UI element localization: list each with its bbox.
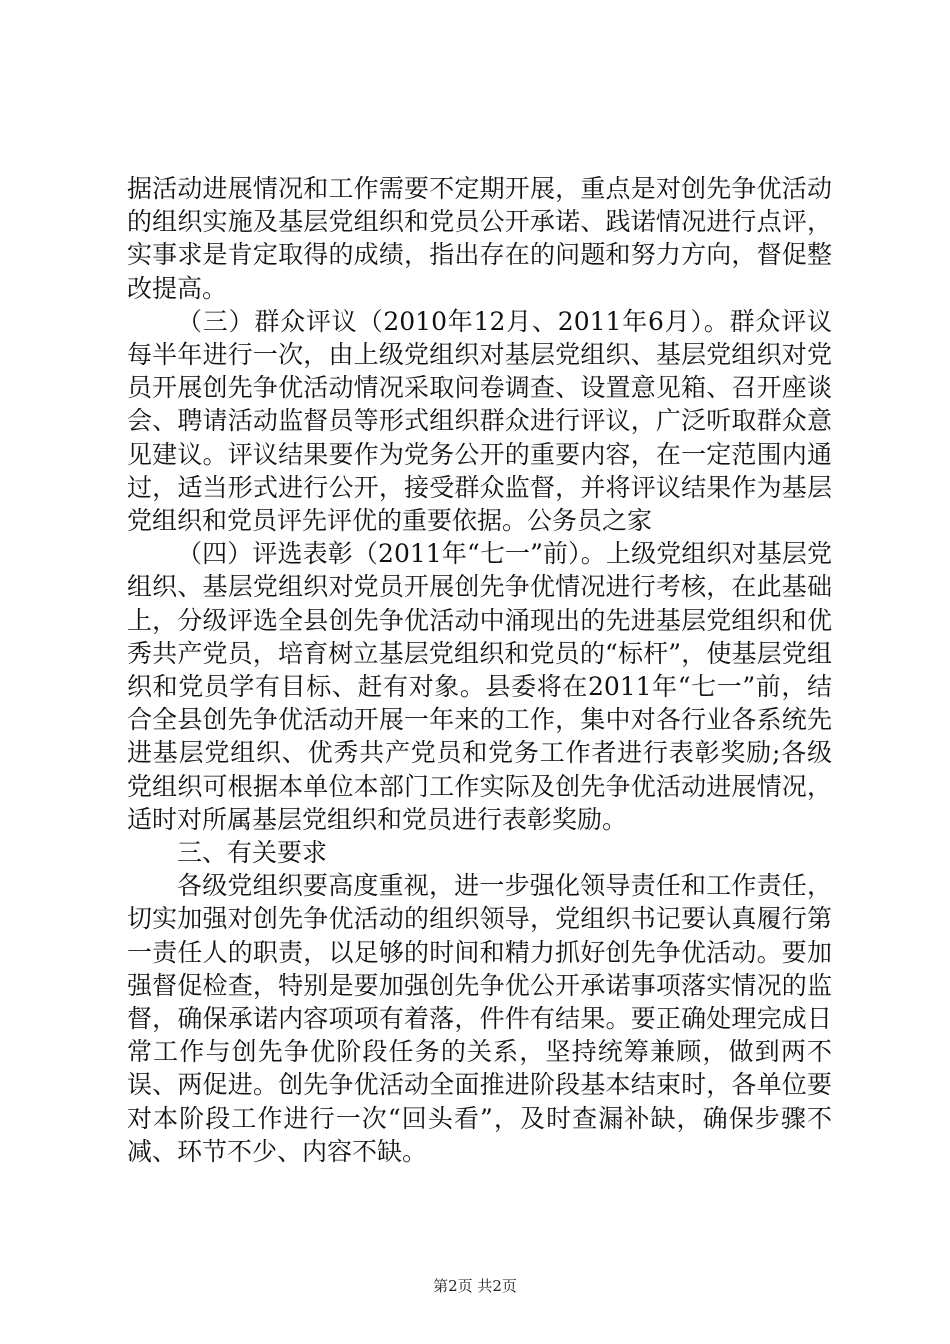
paragraph-selection-commendation: （四）评选表彰（2011年“七一”前）。上级党组织对基层党组织、基层党组织对党员开展创先争优情况进行考核，在此基础上，分级评选全县创先争优活动中涌现出的先进基层党组织和优秀共产党员，培育树立基层党组织和党员的“标杆”，使基层党组织和党员学有目标、赶有对象。县委将在2011年“七一”前，结合全县创先争优活动开展一年来的工作，集中对各行业各系统先进基层党组织、优秀共产党员和党务工作者进行表彰奖励;各级党组织可根据本单位本部门工作实际及创先争优活动进展情况，适时对所属基层党组织和党员进行表彰奖励。 xyxy=(127,539,832,834)
section-heading-requirements: 三、有关要求 xyxy=(177,838,328,868)
paragraph-requirements: 各级党组织要高度重视，进一步强化领导责任和工作责任，切实加强对创先争优活动的组织领导，党组织书记要认真履行第一责任人的职责，以足够的时间和精力抓好创先争优活动。要加强督促检查，特别是要加强创先争优公开承诺事项落实情况的监督，确保承诺内容项项有着落，件件有结果。要正确处理完成日常工作与创先争优阶段任务的关系，坚持统筹兼顾，做到两不误、两促进。创先争优活动全面推进阶段基本结束时，各单位要对本阶段工作进行一次“回头看”，及时查漏补缺，确保步骤不减、环节不少、内容不缺。 xyxy=(127,871,832,1166)
document-body xyxy=(127,172,832,1168)
page-footer: 第2页 共2页 xyxy=(433,1277,517,1295)
paragraph-continued: 据活动进展情况和工作需要不定期开展，重点是对创先争优活动的组织实施及基层党组织和党员公开承诺、践诺情况进行点评，实事求是肯定取得的成绩，指出存在的问题和努力方向，督促整改提高。 xyxy=(127,174,832,303)
paragraph-mass-evaluation: （三）群众评议（2010年12月、2011年6月）。群众评议每半年进行一次，由上级党组织对基层党组织、基层党组织对党员开展创先争优活动情况采取问卷调查、设置意见箱、召开座谈会、聘请活动监督员等形式组织群众进行评议，广泛听取群众意见建议。评议结果要作为党务公开的重要内容，在一定范围内通过，适当形式进行公开，接受群众监督，并将评议结果作为基层党组织和党员评先评优的重要依据。公务员之家 xyxy=(127,306,832,536)
